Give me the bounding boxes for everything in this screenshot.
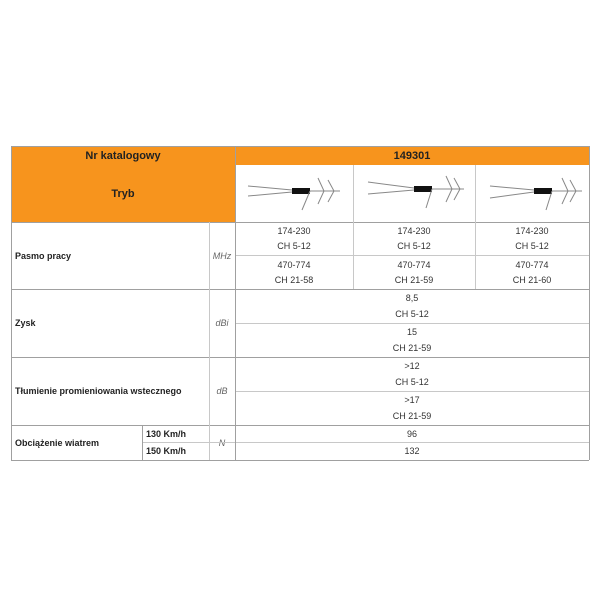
pasmo-c1-r2: CH 5-12: [277, 241, 311, 251]
catalog-number-cell: [235, 146, 589, 165]
grid-line: [11, 460, 589, 461]
catalog-header-label: [11, 146, 235, 165]
pasmo-c1-r4: CH 21-58: [274, 275, 314, 285]
grid-line: [353, 165, 354, 289]
grid-line: [235, 323, 589, 324]
pasmo-c2-r1: 174-230: [397, 226, 431, 236]
grid-line: [11, 425, 589, 426]
unit-mhz-text: MHz: [212, 250, 232, 261]
pasmo-c2-r4: CH 21-59: [394, 275, 434, 285]
wind-speed-130: [142, 425, 209, 442]
row-label-zysk: [11, 289, 209, 357]
antenna-icon: [240, 170, 350, 218]
tlumienie-value-4: CH 21-59: [392, 411, 432, 421]
unit-mhz: [209, 222, 235, 289]
grid-line: [11, 357, 589, 358]
grid-line: [475, 165, 476, 289]
mode-header-label: [11, 165, 235, 222]
antenna-icon: [484, 170, 588, 218]
pasmo-c2-r3: 470-774: [397, 260, 431, 270]
zysk-value-3: 15: [406, 327, 417, 337]
unit-db: [209, 357, 235, 425]
grid-line: [209, 222, 210, 460]
row-label-pasmo: [11, 222, 209, 289]
wind-speed-150: [142, 442, 209, 460]
wiatr-label-text: Obciążenie wiatrem: [15, 437, 100, 448]
antenna-icon: [362, 170, 472, 218]
zysk-label-text: Zysk: [15, 318, 36, 328]
wind-speed-130-text: 130 Km/h: [146, 428, 187, 439]
unit-db-text: dB: [216, 386, 228, 396]
grid-line: [589, 146, 590, 460]
grid-line: [235, 255, 589, 256]
tlumienie-value-3: >17: [404, 395, 420, 405]
grid-line: [11, 146, 12, 460]
grid-line: [11, 146, 589, 147]
grid-line: [142, 425, 143, 460]
catalog-label-text: Nr katalogowy: [85, 149, 161, 162]
pasmo-c3-r2: CH 5-12: [515, 241, 549, 251]
mode-label-text: Tryb: [111, 187, 135, 200]
grid-line: [235, 146, 236, 460]
grid-line: [235, 391, 589, 392]
pasmo-c2-r2: CH 5-12: [397, 241, 431, 251]
unit-dbi: [209, 289, 235, 357]
wind-value-150: 132: [404, 446, 420, 456]
catalog-number-text: 149301: [393, 149, 431, 162]
zysk-value-2: CH 5-12: [395, 309, 429, 319]
zysk-value-1: 8,5: [405, 293, 419, 303]
unit-n-text: N: [218, 437, 226, 448]
pasmo-c1-r1: 174-230: [277, 226, 311, 236]
grid-line: [11, 222, 589, 223]
tlumienie-label-text: Tłumienie promieniowania wstecznego: [15, 386, 182, 396]
unit-dbi-text: dBi: [215, 318, 229, 328]
pasmo-c1-r3: 470-774: [277, 260, 311, 270]
grid-line: [11, 289, 589, 290]
row-label-tlumienie: [11, 357, 209, 425]
zysk-value-4: CH 21-59: [392, 343, 432, 353]
tlumienie-value-1: >12: [404, 361, 420, 371]
pasmo-c3-r3: 470-774: [515, 260, 549, 270]
pasmo-c3-r1: 174-230: [515, 226, 549, 236]
wind-speed-150-text: 150 Km/h: [146, 446, 187, 456]
pasmo-label-text: Pasmo pracy: [15, 250, 72, 261]
wind-value-130: 96: [406, 429, 417, 439]
row-label-wiatr: [11, 425, 142, 460]
tlumienie-value-2: CH 5-12: [395, 377, 429, 387]
pasmo-c3-r4: CH 21-60: [512, 275, 552, 285]
